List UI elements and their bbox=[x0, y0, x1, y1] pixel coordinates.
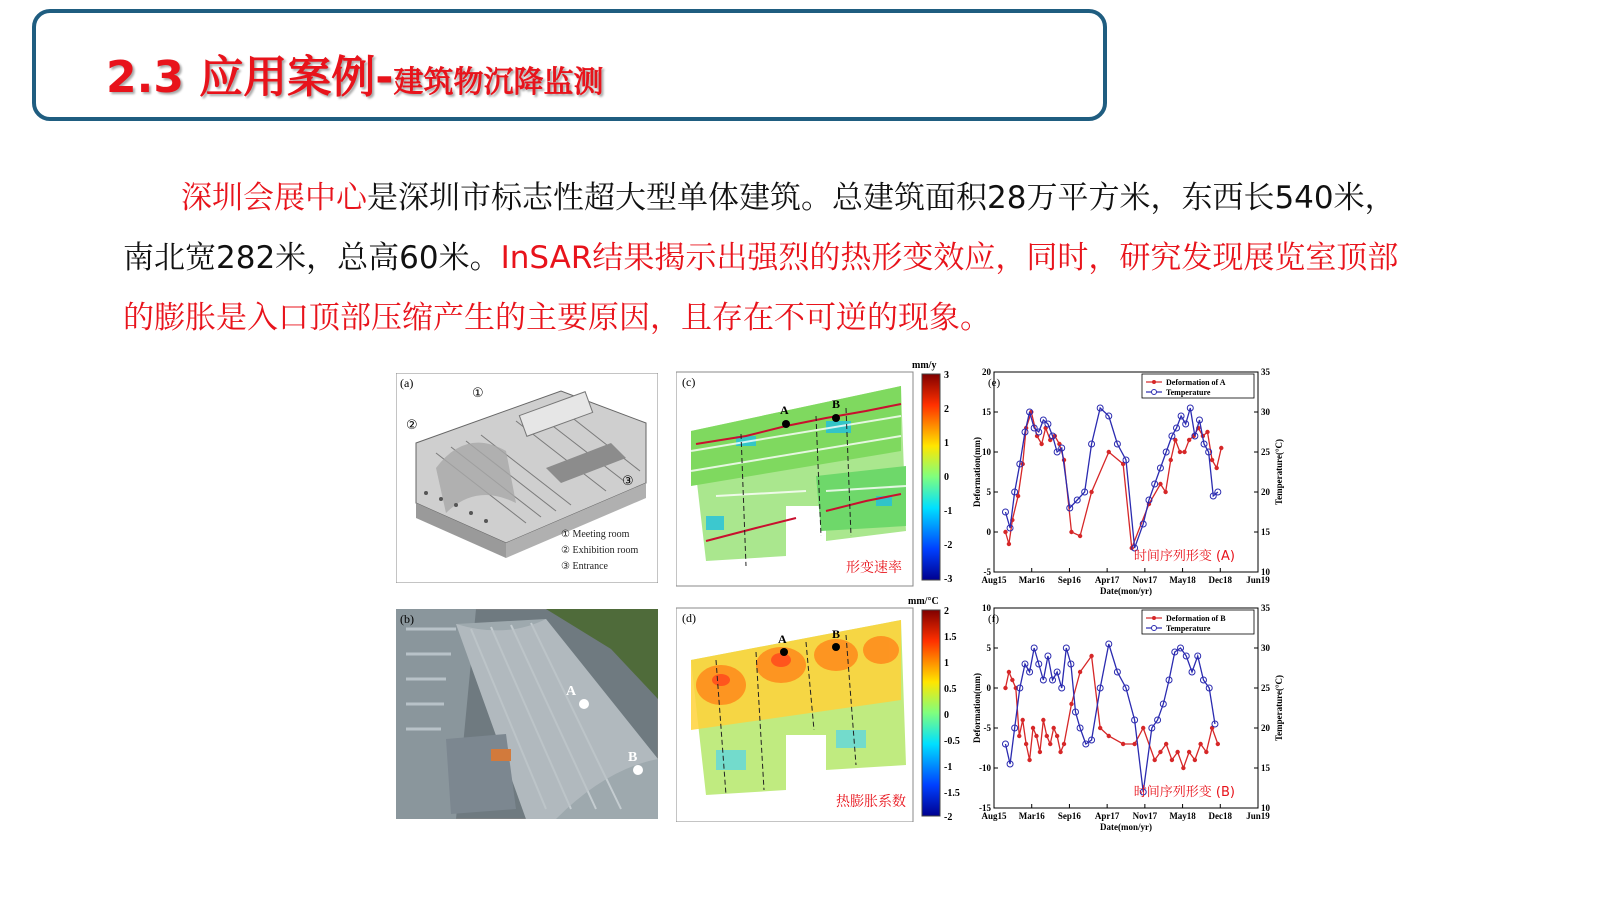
chart-b-deformation-point bbox=[1003, 686, 1007, 690]
chart-b-deformation-point bbox=[1045, 734, 1049, 738]
chart-b-y2tick-label: 10 bbox=[1261, 803, 1270, 813]
aerial-photo-image bbox=[396, 609, 658, 819]
chart-b-legend-marker bbox=[1152, 616, 1156, 620]
marker-2: ② bbox=[406, 418, 418, 433]
chart-b-ytick-label: -5 bbox=[983, 723, 991, 733]
chart-b-deformation-point bbox=[1017, 734, 1021, 738]
chart-b-y2tick-label: 15 bbox=[1261, 763, 1270, 773]
chart-a-deformation-point bbox=[1187, 438, 1191, 442]
chart-a-y2tick-label: 30 bbox=[1261, 407, 1270, 417]
intro-paragraph bbox=[123, 168, 1423, 348]
chart-a-xtick-label: Aug15 bbox=[981, 575, 1007, 585]
chart-a-y2tick-label: 10 bbox=[1261, 567, 1270, 577]
chart-b-deformation-point bbox=[1152, 758, 1156, 762]
chart-a-xtick-label: Nov17 bbox=[1132, 575, 1158, 585]
panel-d-colorbar bbox=[922, 610, 940, 816]
chart-b-deformation-point bbox=[1031, 726, 1035, 730]
chart-a-plot-frame bbox=[994, 372, 1258, 572]
chart-b-y2tick-label: 25 bbox=[1261, 683, 1270, 693]
chart-b-ylabel: Deformation(mm) bbox=[972, 673, 982, 743]
chart-a-ylabel: Deformation(mm) bbox=[972, 437, 982, 507]
chart-b-deformation-point bbox=[1204, 750, 1208, 754]
chart-b-deformation-point bbox=[1010, 678, 1014, 682]
chart-b-deformation-point bbox=[1164, 742, 1168, 746]
chart-a-deformation-point bbox=[1182, 450, 1186, 454]
chart-b-deformation-point bbox=[1051, 726, 1055, 730]
panel-d-point-a: A bbox=[778, 632, 787, 646]
legend-exhibition-room: ② Exhibition room bbox=[561, 545, 639, 556]
chart-a-deformation-point bbox=[1178, 450, 1182, 454]
title-sub: 建筑物沉降监测 bbox=[393, 65, 604, 100]
chart-a-y2tick-label: 15 bbox=[1261, 527, 1270, 537]
deformation-rate-map bbox=[676, 356, 966, 588]
chart-b-y2tick-label: 35 bbox=[1261, 604, 1270, 613]
chart-b-deformation-point bbox=[1055, 734, 1059, 738]
chart-a-xtick-label: Jun19 bbox=[1246, 575, 1270, 585]
chart-b-xtick-label: Aug15 bbox=[981, 811, 1007, 821]
para-highlight-1: 深圳会展中心 bbox=[181, 180, 367, 216]
chart-b-deformation-point bbox=[1069, 702, 1073, 706]
chart-a-y2tick-label: 25 bbox=[1261, 447, 1270, 457]
chart-a-ytick-label: 15 bbox=[982, 407, 991, 417]
panel-c-point-b: B bbox=[832, 397, 841, 411]
panel-c-colorbar-unit: mm/y bbox=[912, 360, 937, 371]
chart-b-ytick-label: 0 bbox=[986, 683, 991, 693]
panel-c-label: (c) bbox=[682, 375, 696, 389]
panel-d-cbar-tick: -0.5 bbox=[944, 736, 960, 747]
chart-a-legend-label: Deformation of A bbox=[1166, 378, 1226, 387]
chart-b-deformation-point bbox=[1098, 726, 1102, 730]
chart-a-legend-label: Temperature bbox=[1166, 388, 1211, 397]
chart-b-xtick-label: Sep16 bbox=[1057, 811, 1081, 821]
panel-d-label: (d) bbox=[682, 611, 696, 625]
chart-b-caption: 时间序列形变 (B) bbox=[1133, 785, 1235, 800]
chart-b-ytick-label: -15 bbox=[979, 803, 991, 813]
chart-b-deformation-point bbox=[1027, 758, 1031, 762]
panel-b-label: (b) bbox=[400, 612, 414, 626]
chart-b-deformation-point bbox=[1038, 750, 1042, 754]
panel-c-cbar-tick: -3 bbox=[944, 574, 953, 585]
title-box bbox=[32, 9, 1107, 121]
chart-b-deformation-point bbox=[1121, 742, 1125, 746]
chart-b-panel-label: (f) bbox=[988, 613, 999, 625]
chart-b-deformation-point bbox=[1041, 718, 1045, 722]
chart-b-xtick-label: Jun19 bbox=[1246, 811, 1270, 821]
chart-b-deformation-point bbox=[1078, 670, 1082, 674]
chart-b-deformation-point bbox=[1107, 734, 1111, 738]
chart-a-ytick-label: 10 bbox=[982, 447, 991, 457]
marker-3: ③ bbox=[622, 474, 634, 489]
chart-a-y2tick-label: 35 bbox=[1261, 368, 1270, 377]
panel-d-point-b: B bbox=[832, 627, 841, 641]
chart-b-deformation-point bbox=[1024, 742, 1028, 746]
chart-b-deformation-point bbox=[1058, 750, 1062, 754]
chart-a-ytick-label: 20 bbox=[982, 368, 991, 377]
chart-b-deformation-point bbox=[1007, 670, 1011, 674]
panel-c-cbar-tick: -1 bbox=[944, 506, 953, 517]
chart-a-deformation-point bbox=[1210, 458, 1214, 462]
panel-a-label: (a) bbox=[400, 376, 414, 390]
chart-b-deformation-point bbox=[1187, 750, 1191, 754]
chart-b-ytick-label: -10 bbox=[979, 763, 991, 773]
chart-a-xtick-label: Dec18 bbox=[1208, 575, 1233, 585]
chart-a-xtick-label: Apr17 bbox=[1094, 575, 1120, 585]
figure-panel-b bbox=[396, 609, 658, 819]
panel-d-caption: 热膨胀系数 bbox=[836, 794, 906, 810]
panel-c-point-a: A bbox=[780, 403, 789, 417]
figure-panel-d bbox=[676, 590, 966, 822]
figure-panel-a bbox=[396, 373, 658, 583]
para-body: 是深圳市标志性超大型单体建筑。总建筑面积28万平方米，东西长540米，南北宽282米，总高60米。 bbox=[123, 180, 1396, 276]
chart-a-deformation-point bbox=[1039, 442, 1043, 446]
chart-b-xtick-label: Apr17 bbox=[1094, 811, 1120, 821]
point-a-label: A bbox=[566, 684, 577, 699]
chart-a-deformation-point bbox=[1158, 482, 1162, 486]
chart-b-xtick-label: Dec18 bbox=[1208, 811, 1233, 821]
chart-b-deformation-point bbox=[1048, 742, 1052, 746]
chart-b-y2label: Temperature(°C) bbox=[1274, 674, 1284, 742]
chart-a-deformation-point bbox=[1078, 534, 1082, 538]
panel-d-cbar-tick: 0.5 bbox=[944, 684, 957, 695]
chart-b-deformation-point bbox=[1020, 718, 1024, 722]
panel-c-caption: 形变速率 bbox=[846, 560, 902, 576]
building-render-image bbox=[396, 373, 658, 583]
chart-a-xtick-label: Mar16 bbox=[1018, 575, 1045, 585]
chart-b-deformation-point bbox=[1181, 766, 1185, 770]
chart-b-ytick-label: 5 bbox=[986, 643, 991, 653]
panel-c-cbar-tick: 1 bbox=[944, 438, 949, 449]
chart-a-deformation-point bbox=[1069, 530, 1073, 534]
chart-a-xtick-label: May18 bbox=[1169, 575, 1196, 585]
chart-a-deformation-point bbox=[1205, 430, 1209, 434]
chart-a-deformation-point bbox=[1003, 530, 1007, 534]
chart-a-deformation-point bbox=[1007, 542, 1011, 546]
point-b-label: B bbox=[628, 750, 638, 765]
chart-b-deformation-point bbox=[1034, 734, 1038, 738]
chart-b-deformation-point bbox=[1158, 750, 1162, 754]
title-main: 2.3 应用案例- bbox=[106, 52, 394, 103]
chart-b-deformation-point bbox=[1132, 742, 1136, 746]
chart-b-xtick-label: Mar16 bbox=[1018, 811, 1045, 821]
chart-a-y2tick-label: 20 bbox=[1261, 487, 1270, 497]
chart-a-ytick-label: -5 bbox=[983, 567, 991, 577]
panel-c-cbar-tick: 3 bbox=[944, 370, 949, 381]
chart-b-legend-label: Deformation of B bbox=[1166, 614, 1226, 623]
chart-a-caption: 时间序列形变 (A) bbox=[1133, 549, 1235, 564]
panel-d-cbar-tick: 0 bbox=[944, 710, 949, 721]
panel-d-cbar-tick: 1.5 bbox=[944, 632, 957, 643]
page-title bbox=[106, 41, 604, 105]
legend-entrance: ③ Entrance bbox=[561, 561, 608, 572]
chart-a-ytick-label: 5 bbox=[986, 487, 991, 497]
panel-d-colorbar-unit: mm/°C bbox=[908, 596, 939, 607]
chart-a-deformation-point bbox=[1169, 458, 1173, 462]
chart-a-deformation-point bbox=[1163, 490, 1167, 494]
chart-b-deformation-point bbox=[1216, 742, 1220, 746]
chart-b-legend-marker bbox=[1152, 626, 1157, 631]
chart-a-panel-label: (e) bbox=[988, 377, 1001, 389]
chart-b-deformation-point bbox=[1062, 742, 1066, 746]
legend-meeting-room: ① Meeting room bbox=[561, 529, 630, 540]
panel-c-cbar-tick: 2 bbox=[944, 404, 949, 415]
chart-a-deformation-point bbox=[1219, 446, 1223, 450]
chart-b-deformation-point bbox=[1089, 654, 1093, 658]
chart-b-xtick-label: Nov17 bbox=[1132, 811, 1158, 821]
chart-a-deformation-point bbox=[1089, 490, 1093, 494]
chart-a-xlabel: Date(mon/yr) bbox=[1100, 586, 1152, 596]
chart-b-deformation-point bbox=[1170, 758, 1174, 762]
panel-d-cbar-tick: -1 bbox=[944, 762, 953, 773]
chart-a-legend-marker bbox=[1152, 390, 1157, 395]
chart-a-deformation-point bbox=[1107, 450, 1111, 454]
chart-b-deformation-point bbox=[1141, 726, 1145, 730]
chart-b-legend-label: Temperature bbox=[1166, 624, 1211, 633]
panel-c-cbar-tick: -2 bbox=[944, 540, 953, 551]
panel-d-cbar-tick: 2 bbox=[944, 606, 949, 617]
chart-a-deformation-point bbox=[1214, 466, 1218, 470]
chart-a-legend-marker bbox=[1152, 380, 1156, 384]
marker-1: ① bbox=[472, 386, 484, 401]
chart-b-deformation-point bbox=[1198, 742, 1202, 746]
chart-a-ytick-label: 0 bbox=[986, 527, 991, 537]
chart-b-deformation-point bbox=[1193, 758, 1197, 762]
thermal-expansion-map bbox=[676, 590, 966, 822]
chart-a-y2label: Temperature(°C) bbox=[1274, 438, 1284, 506]
time-series-chart-a bbox=[972, 368, 1292, 608]
panel-c-cbar-tick: 0 bbox=[944, 472, 949, 483]
panel-d-cbar-tick: 1 bbox=[944, 658, 949, 669]
para-highlight-2: InSAR结果揭示出强烈的热形变效应，同时，研究发现展览室顶部的膨胀是入口顶部压缩产生的主要原因，且存在不可逆的现象。 bbox=[123, 240, 1399, 336]
panel-d-cbar-tick: -1.5 bbox=[944, 788, 960, 799]
chart-b-plot-frame bbox=[994, 608, 1258, 808]
chart-b-deformation-point bbox=[1175, 750, 1179, 754]
chart-a-xtick-label: Sep16 bbox=[1057, 575, 1081, 585]
chart-b-xlabel: Date(mon/yr) bbox=[1100, 822, 1152, 832]
chart-b-ytick-label: 10 bbox=[982, 604, 991, 613]
figure-panel-c bbox=[676, 356, 966, 588]
panel-c-colorbar bbox=[922, 374, 940, 580]
figure-panel-f bbox=[972, 604, 1292, 844]
chart-b-y2tick-label: 30 bbox=[1261, 643, 1270, 653]
figure-panel-e bbox=[972, 368, 1292, 608]
panel-d-cbar-tick: -2 bbox=[944, 812, 953, 822]
time-series-chart-b bbox=[972, 604, 1292, 844]
chart-b-y2tick-label: 20 bbox=[1261, 723, 1270, 733]
chart-b-xtick-label: May18 bbox=[1169, 811, 1196, 821]
